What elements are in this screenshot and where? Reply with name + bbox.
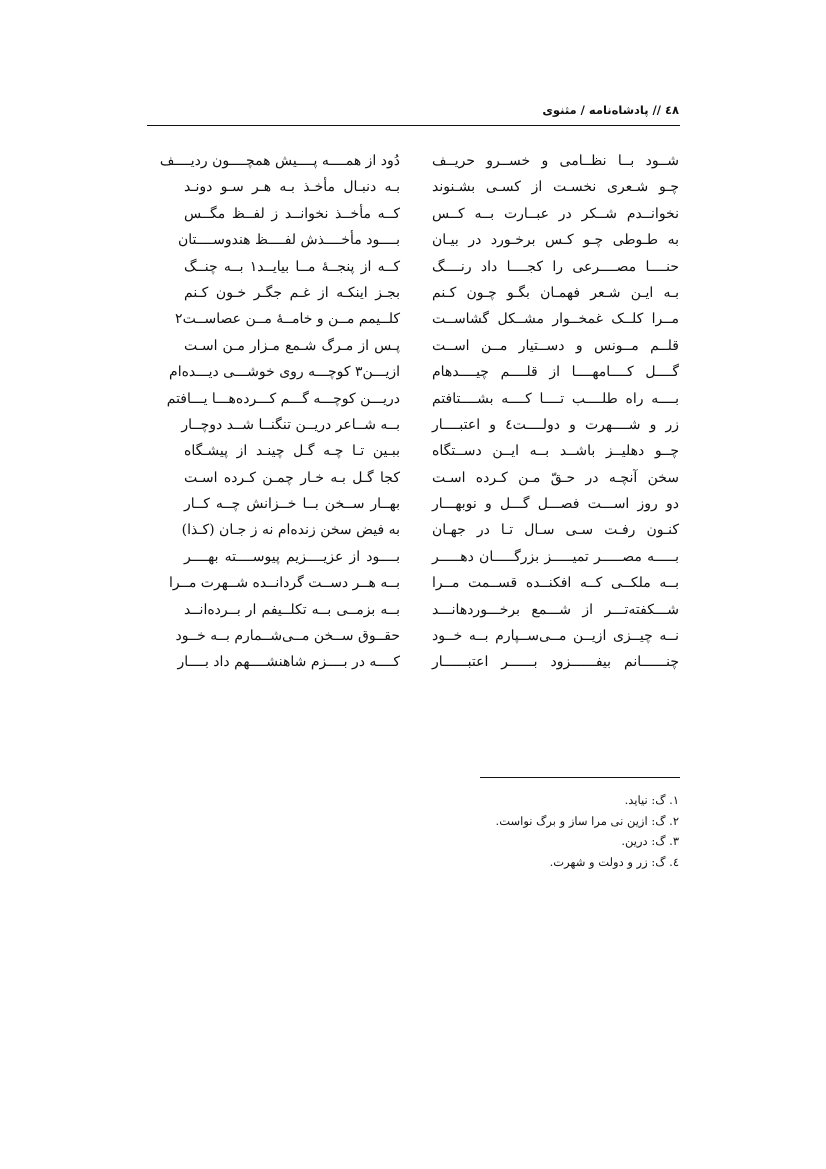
- verse-line: کجا گـل بـه خـار چمـن کـرده اسـت: [184, 469, 400, 486]
- verse-line: به طـوطی چـو کـس برخـورد در بیـان: [432, 232, 679, 249]
- verse-line: حقــوق ســخن مــی‌شــمارم بــه خــود: [175, 628, 400, 645]
- verse-line: دُود از همــــه پــــیش همچــــون ردیــــف: [159, 153, 400, 169]
- verse-line: چنــــــانم بیفــــــزود بــــــر اعتبــــــار: [432, 654, 679, 671]
- header-rule: [147, 125, 680, 126]
- verse-line: بـه ایـن شـعر فهمـان بگـو چـون کـنم: [432, 284, 679, 301]
- verse-line: بجـز اینکـه از غـم جگـر خـون کـنم: [184, 284, 400, 301]
- verse-line: بــه بزمــی بــه تکلــیفم ار بــرده‌انــد: [184, 601, 400, 618]
- verse-line: بــه ملکــی کــه افکنــده قســمت مــرا: [432, 575, 679, 592]
- verse-line: مــرا کلــک غمخــوار مشــکل گشاســت: [432, 311, 679, 328]
- verse-line: کنـون رفـت سـی سـال تـا در جهـان: [432, 522, 679, 539]
- footnote-item: ٣. گ: درین.: [621, 834, 679, 848]
- verse-line: پـس از مـرگ شـمع مـزار مـن اسـت: [184, 337, 400, 354]
- verse-line: بــه شــاعر دریــن تنگنــا شــد دوچــار: [181, 416, 400, 433]
- verse-line: نخوانــدم شــکر در عبــارت بــه کــس: [432, 205, 679, 222]
- verse-line: بـــــه مصـــــر تمیـــــز بزرگـــــان دهـــــر: [432, 548, 679, 565]
- verse-line: حنــــا مصــــرعی را کجــــا داد رنــــگ: [432, 258, 679, 275]
- verse-line: بــه هــر دســت گردانــده شــهرت مــرا: [169, 575, 400, 592]
- footnotes: [496, 790, 679, 872]
- verse-line: ببـین تـا چـه گـل چینـد از پیشـگاه: [184, 443, 400, 460]
- verse-line: کــــه در بــــزم شاهنشــــهم داد بــــار: [177, 654, 400, 671]
- verse-line: بهــار ســخن بــا خــزانش چــه کــار: [184, 496, 400, 513]
- poem-column-left: [159, 150, 400, 678]
- verse-line: کــه از پنجــهٔ مــا بیایــد١ بــه چنــگ: [184, 258, 400, 275]
- verse-line: کلــیمم مــن و خامــهٔ مــن عصاســت٢: [175, 311, 400, 328]
- footnote-item: ٤. گ: زر و دولت و شهرت.: [549, 854, 679, 869]
- verse-line: به فیض سخن زنده‌ام نه ز جـان (کـذا): [181, 522, 400, 539]
- verse-line: بــــود از عزیــــزیم پیوســــته بهــــر: [184, 548, 400, 565]
- verse-line: شـــکفته‌تـــر از شـــمع برخـــوردهانـــد: [432, 601, 679, 618]
- verse-line: بـه دنبـال مأخـذ بـه هـر سـو دونـد: [184, 179, 400, 196]
- poem-column-right: [432, 150, 679, 678]
- verse-line: بــــود مأخــــذش لفــــظ هندوســــتان: [177, 232, 400, 249]
- verse-line: شــود بــا نظــامی و خســرو حریــف: [432, 153, 679, 169]
- verse-line: قلــم مــونس و دســتیار مــن اســت: [432, 337, 679, 354]
- footnote-item: ١. گ: نیاید.: [624, 793, 679, 807]
- verse-line: دریـــن کوچـــه گـــم کـــرده‌هـــا یـــافتم: [166, 390, 400, 407]
- verse-line: کــه مأخــذ نخوانــد ز لفــظ مگــس: [184, 205, 400, 222]
- verse-line: بــــه راه طلــــب تــــا کــــه بشــــتافتم: [432, 390, 679, 407]
- footnote-item: ٢. گ: ازین نی مرا ساز و برگ نواست.: [495, 813, 679, 828]
- verse-line: چــو دهلیــز باشــد بــه ایــن دســتگاه: [432, 443, 679, 460]
- verse-line: زر و شــــهرت و دولــــت٤ و اعتبــــار: [432, 416, 679, 433]
- verse-line: گــــل کــــامهــــا از قلــــم چیــــدهام: [432, 364, 679, 381]
- verse-line: ازیـــن٣ کوچـــه روی خوشـــی دیـــده‌ام: [169, 364, 400, 381]
- verse-line: چـو شـعری نخسـت از کسـی بشـنوند: [432, 179, 679, 196]
- verse-line: نــه چیــزی ازیــن مــی‌ســپارم بــه خــود: [432, 628, 679, 645]
- footnote-separator: [480, 777, 680, 778]
- verse-line: دو روز اســـت فصـــل گـــل و نوبهـــار: [432, 496, 679, 513]
- running-header: ٤٨ // پادشاه‌نامه / مثنوی: [542, 103, 679, 117]
- verse-line: سخن آنچـه در حـقّ مـن کـرده اسـت: [432, 469, 679, 486]
